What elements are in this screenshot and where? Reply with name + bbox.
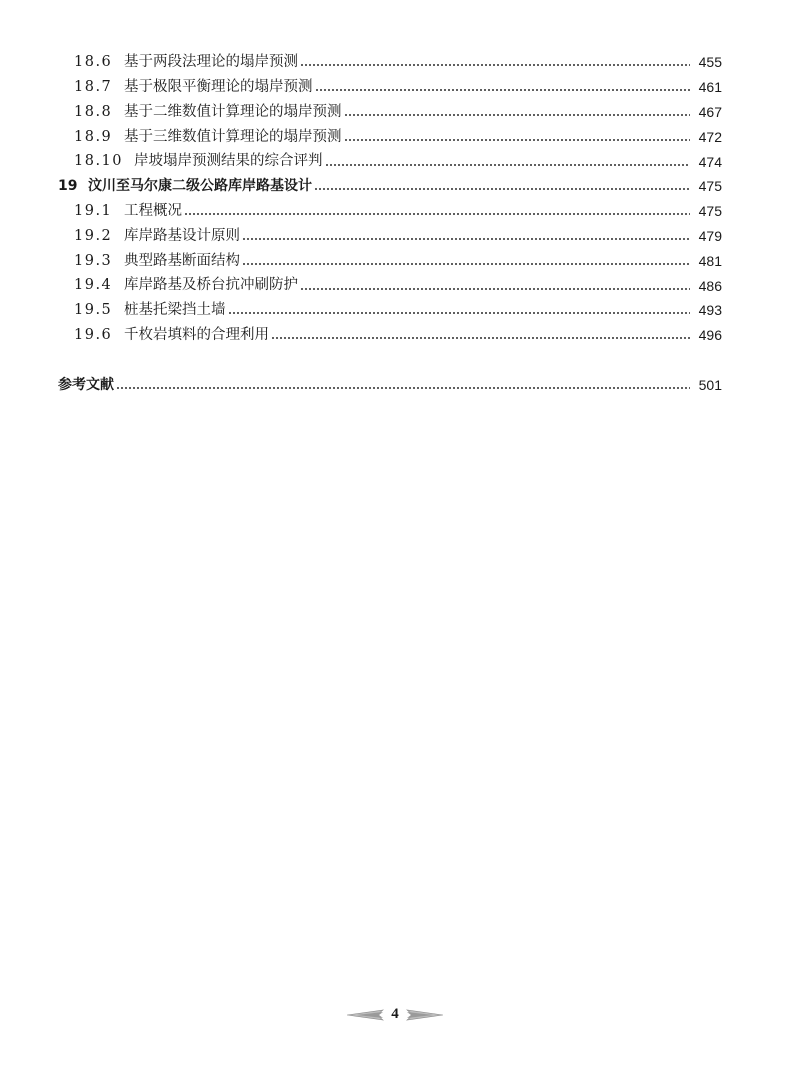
dot-leader <box>314 188 690 190</box>
section-title: 桩基托梁挡土墙 <box>124 302 226 319</box>
references-title: 参考文献 <box>58 376 114 393</box>
page-number: 455 <box>698 54 722 71</box>
section-title: 基于二维数值计算理论的塌岸预测 <box>124 103 342 120</box>
section-title: 千枚岩填料的合理利用 <box>124 326 269 343</box>
dot-leader <box>325 164 691 166</box>
dot-leader <box>242 238 690 240</box>
toc-entry-19-2[interactable] <box>58 224 722 249</box>
table-of-contents <box>58 50 722 397</box>
dot-leader <box>315 89 691 91</box>
section-number: 19.3 <box>74 252 113 269</box>
section-number: 19.5 <box>74 302 113 319</box>
toc-entry-18-10[interactable] <box>58 149 722 174</box>
page-number: 501 <box>698 376 722 393</box>
page-number: 467 <box>698 103 722 120</box>
page-number: 475 <box>698 203 722 220</box>
toc-entry-references[interactable] <box>58 373 722 398</box>
chapter-number: 19 <box>58 178 78 195</box>
dot-leader <box>300 288 690 290</box>
section-number: 19.6 <box>74 326 113 343</box>
section-title: 基于三维数值计算理论的塌岸预测 <box>124 128 342 145</box>
toc-entry-19-6[interactable] <box>58 323 722 348</box>
toc-entry-18-8[interactable] <box>58 100 722 125</box>
toc-entry-19-1[interactable] <box>58 199 722 224</box>
dot-leader <box>271 337 690 339</box>
page-number: 461 <box>698 79 722 96</box>
section-number: 19.2 <box>74 227 113 244</box>
footer-page-number: 4 <box>391 1006 399 1022</box>
page-footer <box>0 1006 790 1023</box>
section-number: 19.4 <box>74 277 113 294</box>
section-title: 基于两段法理论的塌岸预测 <box>124 54 298 71</box>
dot-leader <box>184 213 690 215</box>
chapter-title: 汶川至马尔康二级公路库岸路基设计 <box>88 178 312 195</box>
section-title: 库岸路基及桥台抗冲刷防护 <box>124 277 298 294</box>
left-arrow-ornament-icon <box>347 1009 385 1021</box>
page-number: 479 <box>698 227 722 244</box>
section-title: 工程概况 <box>124 202 182 219</box>
dot-leader <box>228 312 691 314</box>
toc-entry-18-6[interactable] <box>58 50 722 75</box>
toc-chapter-19[interactable] <box>58 174 722 199</box>
toc-entry-19-4[interactable] <box>58 273 722 298</box>
page-number: 472 <box>698 128 722 145</box>
toc-entry-18-9[interactable] <box>58 124 722 149</box>
section-number: 18.6 <box>74 54 113 71</box>
section-title: 库岸路基设计原则 <box>124 227 240 244</box>
section-number: 19.1 <box>74 202 113 219</box>
section-title: 基于极限平衡理论的塌岸预测 <box>124 78 313 95</box>
page-number: 474 <box>698 153 722 170</box>
dot-leader <box>300 64 690 66</box>
page-number: 481 <box>698 252 722 269</box>
section-number: 18.7 <box>74 78 113 95</box>
dot-leader <box>344 114 691 116</box>
page-number: 486 <box>698 277 722 294</box>
dot-leader <box>344 139 691 141</box>
section-number: 18.10 <box>74 153 124 170</box>
right-arrow-ornament-icon <box>405 1009 443 1021</box>
section-number: 18.9 <box>74 128 113 145</box>
section-number: 18.8 <box>74 103 113 120</box>
toc-entry-19-5[interactable] <box>58 298 722 323</box>
page-number: 496 <box>698 327 722 344</box>
dot-leader <box>242 263 690 265</box>
page-number: 475 <box>698 178 722 195</box>
toc-entry-18-7[interactable] <box>58 75 722 100</box>
section-title: 典型路基断面结构 <box>124 252 240 269</box>
toc-entry-19-3[interactable] <box>58 248 722 273</box>
dot-leader <box>116 387 690 389</box>
section-title: 岸坡塌岸预测结果的综合评判 <box>134 153 323 170</box>
page-number: 493 <box>698 302 722 319</box>
